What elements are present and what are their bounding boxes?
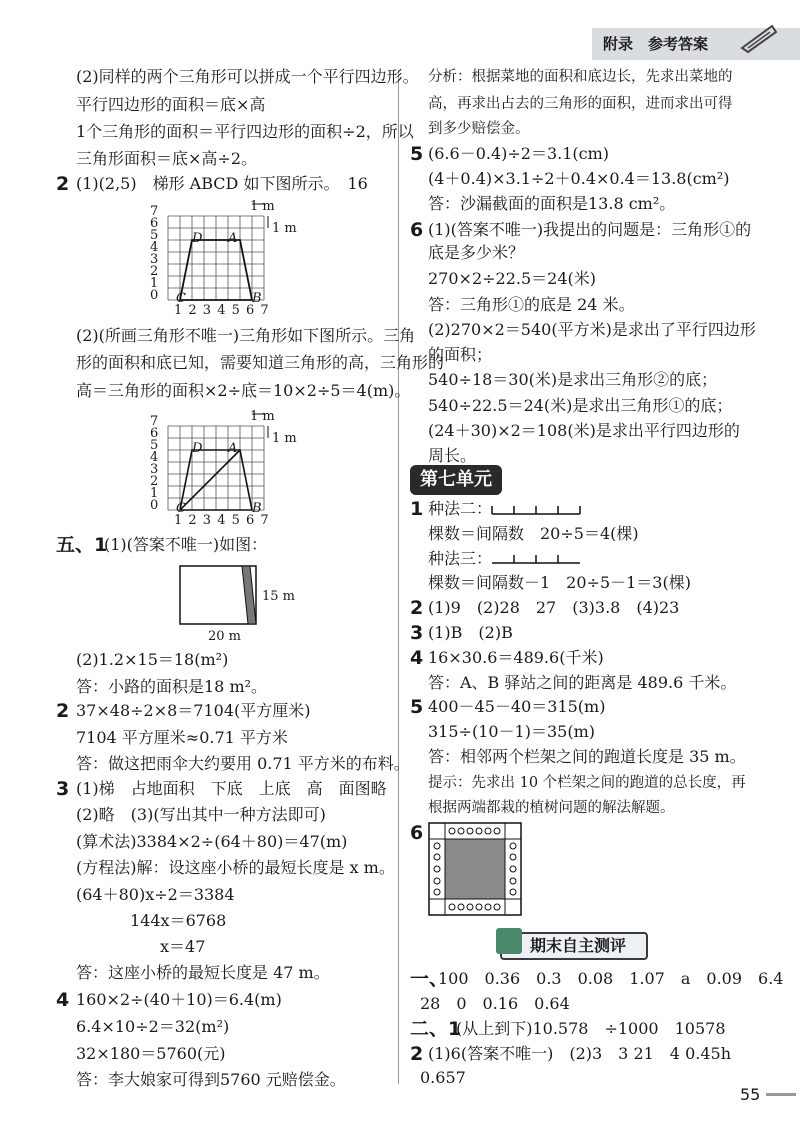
question-number: 6 <box>410 822 424 844</box>
analysis-line: 高，再求出占去的三角形的面积，进而求出可得 <box>428 96 733 112</box>
unit-seven-banner: 第七单元 <box>410 465 502 495</box>
text-line: 0.657 <box>420 1068 466 1087</box>
analysis-line: 分析：根据菜地的面积和底边长，先求出菜地的 <box>428 69 733 85</box>
question-number: 2 <box>56 173 70 195</box>
text-line: (2)270×2＝540(平方米)是求出了平行四边形 <box>428 320 756 339</box>
text-line: (算术法)3384×2÷(64＋80)＝47(m) <box>76 832 348 851</box>
text-line: 28 0 0.16 0.64 <box>420 994 570 1013</box>
hint-line: 根据两端都栽的植树问题的解法解题。 <box>428 800 675 816</box>
text-line: 答：三角形①的底是 24 米。 <box>428 295 635 314</box>
question-number: 2 <box>410 1043 424 1065</box>
chart-icon <box>496 928 522 954</box>
text-line: 答：相邻两个栏架之间的跑道长度是 35 m。 <box>428 747 746 766</box>
unit-label: 1 m <box>250 409 275 424</box>
text-line: (24＋30)×2＝108(米)是求出平行四边形的 <box>428 421 740 440</box>
question-number: 6 <box>410 219 424 241</box>
text-line: (1)(答案不唯一)如图： <box>104 535 268 554</box>
question-number: 4 <box>410 647 424 669</box>
page-footer-bar <box>766 1093 796 1096</box>
point-label: D <box>192 231 203 246</box>
y-ticks: 7 6 5 4 3 2 1 0 <box>150 414 159 513</box>
question-number: 一、 <box>410 968 449 990</box>
road-height: 15 m <box>262 589 296 604</box>
text-line: 160×2÷(40＋10)＝6.4(m) <box>76 990 282 1009</box>
text-line: 1个三角形的面积＝平行四边形的面积÷2，所以 <box>76 122 414 141</box>
text-line: 270×2÷22.5＝24(米) <box>428 269 597 288</box>
text-line: 答：小路的面积是18 m²。 <box>76 677 268 696</box>
point-label: C <box>176 501 186 516</box>
text-line: 答：沙漏截面的面积是13.8 cm²。 <box>428 194 676 213</box>
garden-diagram <box>428 822 522 916</box>
hint-line: 提示：先求出 10 个栏架之间的跑道的总长度，再 <box>428 775 746 791</box>
text-line: 形的面积和底已知，需要知道三角形的高，三角形的 <box>76 353 445 372</box>
text-line: 37×48÷2×8＝7104(平方厘米) <box>76 701 311 720</box>
unit-label: 1 m <box>250 199 275 214</box>
text-line: (4＋0.4)×3.1÷2＋0.4×0.4＝13.8(cm²) <box>428 169 730 188</box>
text-line: (6.6－0.4)÷2＝3.1(cm) <box>428 144 610 163</box>
text-line: 平行四边形的面积＝底×高 <box>76 95 266 114</box>
text-line: 棵数＝间隔数－1 20÷5－1＝3(棵) <box>428 573 691 592</box>
text-line: (2)1.2×15＝18(m²) <box>76 650 229 669</box>
point-label: D <box>192 441 203 456</box>
road-figure <box>178 564 260 628</box>
planting-diagram <box>490 553 584 567</box>
text-line: 100 0.36 0.3 0.08 1.07 a 0.09 6.4 <box>438 969 784 988</box>
text-line: (方程法)解：设这座小桥的最短长度是 x m。 <box>76 858 395 877</box>
text-line: (1)(答案不唯一)我提出的问题是：三角形①的 <box>428 220 752 239</box>
question-number: 4 <box>56 989 70 1011</box>
planting-diagram <box>490 504 584 518</box>
analysis-line: 到多少赔偿金。 <box>428 121 530 137</box>
text-line: 400－45－40＝315(m) <box>428 697 606 716</box>
text-line: (1)6(答案不唯一) (2)3 3 21 4 0.45h <box>428 1044 731 1063</box>
point-label: A <box>228 441 238 456</box>
question-number: 5 <box>410 696 424 718</box>
text-line: (2)略 (3)(写出其中一种方法即可) <box>76 805 326 824</box>
text-line: 32×180＝5760(元) <box>76 1044 226 1063</box>
text-line: x＝47 <box>160 937 206 956</box>
text-line: 高＝三角形的面积×2÷底＝10×2÷5＝4(m)。 <box>76 381 411 400</box>
question-number: 1 <box>410 498 424 520</box>
text-line: 315÷(10－1)＝35(m) <box>428 722 595 741</box>
question-number: 五、1 <box>56 534 108 556</box>
unit-label: 1 m <box>272 221 297 236</box>
question-number: 5 <box>410 143 424 165</box>
text-line: 答：A、B 驿站之间的距离是 489.6 千米。 <box>428 673 737 692</box>
y-ticks: 7 6 5 4 3 2 1 0 <box>150 204 159 303</box>
text-line: 棵数＝间隔数 20÷5＝4(棵) <box>428 524 639 543</box>
text-line: 的面积； <box>428 345 493 364</box>
text-line: (2)同样的两个三角形可以拼成一个平行四边形。 <box>76 67 419 86</box>
text-line: 540÷22.5＝24(米)是求出三角形①的底； <box>428 396 733 415</box>
text-line: 答：做这把雨伞大约要用 0.71 平方米的布料。 <box>76 754 410 773</box>
text-line: 540÷18＝30(米)是求出三角形②的底； <box>428 370 718 389</box>
header-label: 附录 参考答案 <box>603 35 709 53</box>
text-line: 周长。 <box>428 446 477 465</box>
text-line: (1)B (2)B <box>428 623 513 642</box>
text-line: 6.4×10÷2＝32(m²) <box>76 1017 230 1036</box>
question-number: 二、1 <box>410 1018 462 1040</box>
text-line: 种法三： <box>428 549 493 568</box>
ruler-icon <box>738 22 778 54</box>
road-width: 20 m <box>208 629 242 644</box>
question-number: 2 <box>410 597 424 619</box>
text-line: 种法二： <box>428 499 493 518</box>
text-line: (2)(所画三角形不唯一)三角形如下图所示。三角 <box>76 326 416 345</box>
question-number: 2 <box>56 700 70 722</box>
text-line: 答：这座小桥的最短长度是 47 m。 <box>76 963 330 982</box>
text-line: (1)(2,5) 梯形 ABCD 如下图所示。 16 <box>76 174 368 193</box>
text-line: 三角形面积＝底×高÷2。 <box>76 149 257 168</box>
text-line: 144x＝6768 <box>130 911 227 930</box>
column-divider <box>398 70 399 1084</box>
point-label: C <box>176 291 186 306</box>
exam-title: 期末自主测评 <box>530 936 627 955</box>
text-line: (64＋80)x÷2＝3384 <box>76 885 235 904</box>
question-number: 3 <box>56 778 70 800</box>
text-line: (从上到下)10.578 ÷1000 10578 <box>456 1019 726 1038</box>
text-line: 16×30.6＝489.6(千米) <box>428 648 604 667</box>
question-number: 3 <box>410 622 424 644</box>
text-line: (1)梯 占地面积 下底 上底 高 面图略 <box>76 779 387 798</box>
point-label: B <box>252 291 262 306</box>
point-label: B <box>252 501 262 516</box>
x-ticks: 1 2 3 4 5 6 7 <box>174 513 270 528</box>
text-line: 底是多少米？ <box>428 243 525 262</box>
point-label: A <box>228 231 238 246</box>
text-line: 7104 平方厘米≈0.71 平方米 <box>76 728 288 747</box>
page-number: 55 <box>740 1085 761 1104</box>
text-line: 答：李大娘家可得到5760 元赔偿金。 <box>76 1070 346 1089</box>
x-ticks: 1 2 3 4 5 6 7 <box>174 303 270 318</box>
text-line: (1)9 (2)28 27 (3)3.8 (4)23 <box>428 598 680 617</box>
unit-label: 1 m <box>272 431 297 446</box>
